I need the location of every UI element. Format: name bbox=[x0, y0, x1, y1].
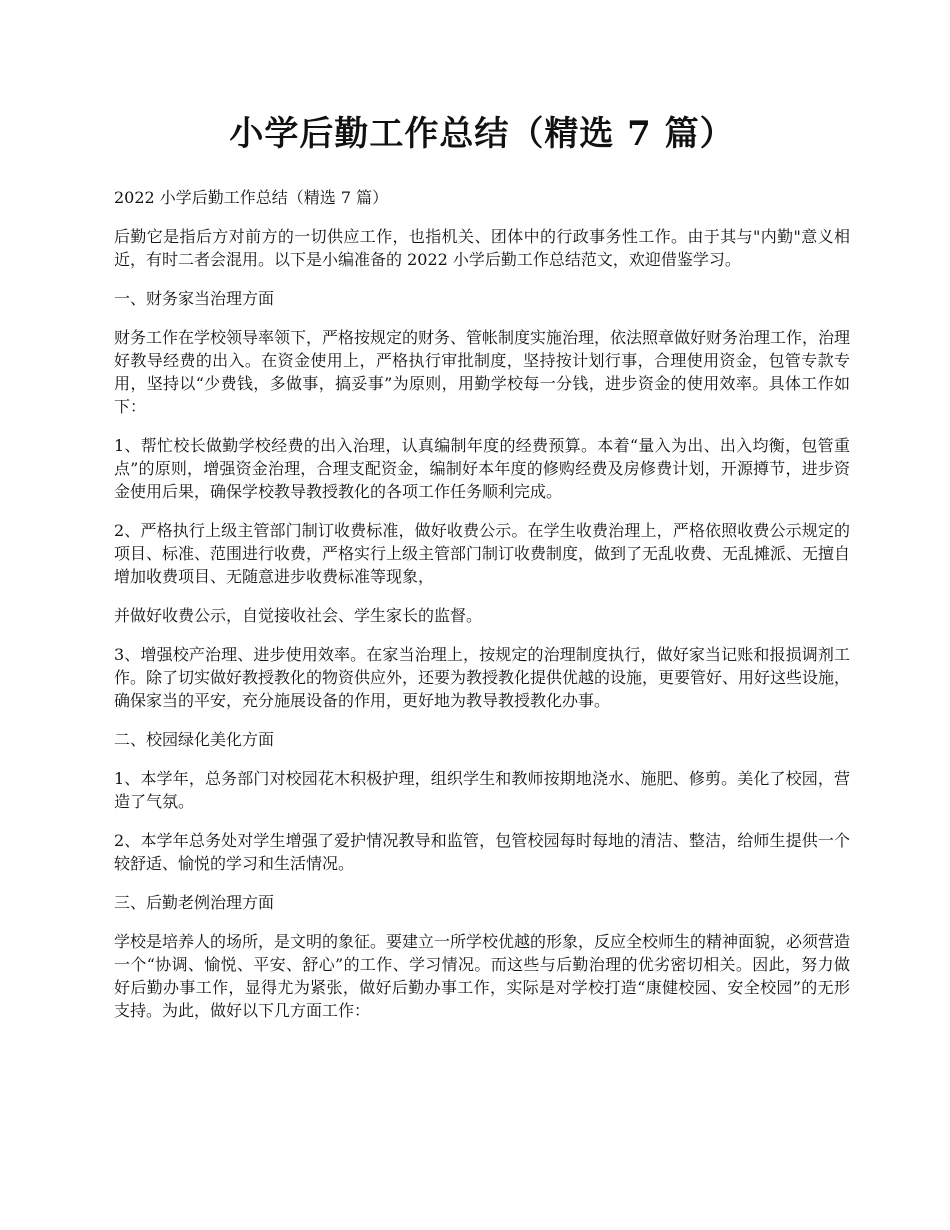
body-paragraph: 2、本学年总务处对学生增强了爱护情况教导和监管，包管校园每时每地的清洁、整洁，给师生提供一个较舒适、愉悦的学习和生活情况。 bbox=[114, 831, 850, 873]
body-paragraph: 3、增强校产治理、进步使用效率。在家当治理上，按规定的治理制度执行，做好家当记账和报损调剂工作。除了切实做好教授教化的物资供应外，还要为教授教化提供优越的设施，更要管好、用好这些设施，确保家当的平安，充分施展设备的作用，更好地为教导教授教化办事。 bbox=[114, 645, 851, 710]
body-paragraph: 学校是培养人的场所，是文明的象征。要建立一所学校优越的形象，反应全校师生的精神面貌，必须营造一个“协调、愉悦、平安、舒心”的工作、学习情况。而这些与后勤治理的优劣密切相关。因此，努力做好后勤办事工作，显得尤为紧张，做好后勤办事工作，实际是对学校打造“康健校园、安全校园”的无形支持。为此，做好以下几方面工作： bbox=[114, 932, 851, 1020]
body-paragraph: 1、本学年，总务部门对校园花木积极护理，组织学生和教师按期地浇水、施肥、修剪。美化了校园，营造了气氛。 bbox=[114, 769, 850, 811]
intro-paragraph: 后勤它是指后方对前方的一切供应工作，也指机关、团体中的行政事务性工作。由于其与"内勤"意义相近，有时二者会混用。以下是小编准备的 2022 小学后勤工作总结范文，欢迎借鉴学习。 bbox=[114, 227, 850, 269]
body-paragraph: 并做好收费公示，自觉接收社会、学生家长的监督。 bbox=[114, 606, 483, 625]
section-heading-greening: 二、校园绿化美化方面 bbox=[114, 730, 275, 749]
subtitle-paragraph: 2022 小学后勤工作总结（精选 7 篇） bbox=[114, 188, 389, 207]
body-paragraph: 财务工作在学校领导率领下，严格按规定的财务、管帐制度实施治理，依法照章做好财务治理工作，治理好教导经费的出入。在资金使用上，严格执行审批制度，坚持按计划行事，合理使用资金，包管专款专用，坚持以“少费钱，多做事，搞妥事”为原则，用勤学校每一分钱，进步资金的使用效率。具体工作如下： bbox=[114, 328, 851, 416]
section-heading-finance: 一、财务家当治理方面 bbox=[114, 289, 275, 308]
body-paragraph: 1、帮忙校长做勤学校经费的出入治理，认真编制年度的经费预算。本着“量入为出、出入均衡，包管重点”的原则，增强资金治理，合理支配资金，编制好本年度的修购经费及房修费计划，开源撙节，进步资金使用后果，确保学校教导教授教化的各项工作任务顺利完成。 bbox=[114, 436, 850, 501]
body-paragraph: 2、严格执行上级主管部门制订收费标准，做好收费公示。在学生收费治理上，严格依照收费公示规定的项目、标准、范围进行收费，严格实行上级主管部门制订收费制度，做到了无乱收费、无乱摊派、无擅自增加收费项目、无随意进步收费标准等现象， bbox=[114, 521, 851, 586]
document-page bbox=[114, 110, 850, 1038]
section-heading-logistics: 三、后勤老例治理方面 bbox=[114, 893, 275, 912]
document-title: 小学后勤工作总结（精选 7 篇） bbox=[229, 114, 735, 154]
